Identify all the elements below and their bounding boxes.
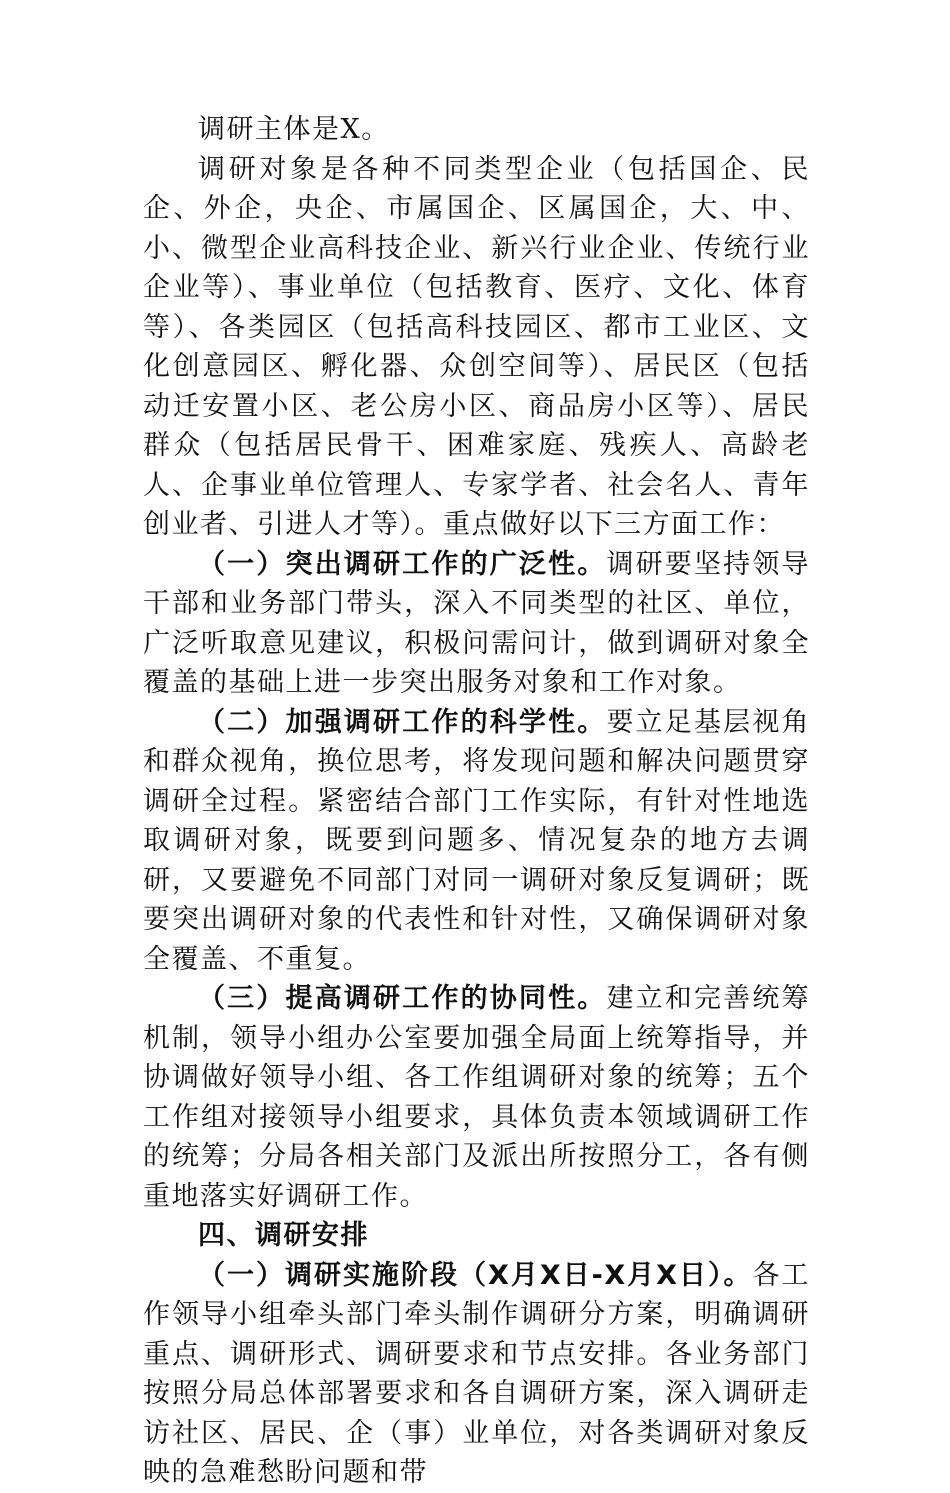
paragraph-coordination-lead: （三）提高调研工作的协同性。 [198,983,607,1014]
paragraph-coordination-body: 建立和完善统筹机制，领导小组办公室要加强全局面上统筹指导，并协调做好领导小组、各工作组调研对象的统筹；五个工作组对接领导小组要求，具体负责本领域调研工作的统筹；分局各相关部门及派出所按照分工，各有侧重地落实好调研工作。 [143,983,811,1212]
paragraph-implementation-lead: （一）调研实施阶段（X月X日-X月X日）。 [198,1259,753,1291]
document-page [143,110,810,1493]
paragraph-breadth-lead: （一）突出调研工作的广泛性。 [198,548,607,580]
paragraph-science-lead: （二）加强调研工作的科学性。 [198,706,607,738]
section-heading-arrangement: 四、调研安排 [198,1220,369,1251]
paragraph-breadth [143,545,810,703]
paragraph-targets: 调研对象是各种不同类型企业（包括国企、民企、外企，央企、市属国企、区属国企，大、中、小、微型企业高科技企业、新兴行业企业、传统行业企业等）、事业单位（包括教育、医疗、文化、体育等）、各类园区（包括高科技园区、都市工业区、文化创意园区、孵化器、众创空间等）、居民区（包括动迁安置小区、老公房小区、商品房小区等）、居民群众（包括居民骨干、困难家庭、残疾人、高龄老人、企事业单位管理人、专家学者、社会名人、青年创业者、引进人才等）。重点做好以下三方面工作： [143,153,810,540]
paragraph-implementation-body: 各工作领导小组牵头部门牵头制作调研分方案，明确调研重点、调研形式、调研要求和节点安排。各业务部门按照分局总体部署要求和各自调研方案，深入调研走访社区、居民、企（事）业单位，对各类调研对象反映的急难愁盼问题和带 [143,1259,811,1488]
paragraph-implementation [143,1256,810,1493]
paragraph-breadth-body: 调研要坚持领导干部和业务部门带头，深入不同类型的社区、单位，广泛听取意见建议，积极问需问计，做到调研对象全覆盖的基础上进一步突出服务对象和工作对象。 [143,548,811,698]
paragraph-coordination [143,979,810,1216]
paragraph-science-body: 要立足基层视角和群众视角，换位思考，将发现问题和解决问题贯穿调研全过程。紧密结合部门工作实际，有针对性地选取调研对象，既要到问题多、情况复杂的地方去调研，又要避免不同部门对同一调研对象反复调研；既要突出调研对象的代表性和针对性，又确保调研对象全覆盖、不重复。 [143,706,811,975]
paragraph-science [143,703,810,980]
paragraph-subject: 调研主体是X。 [198,114,390,145]
